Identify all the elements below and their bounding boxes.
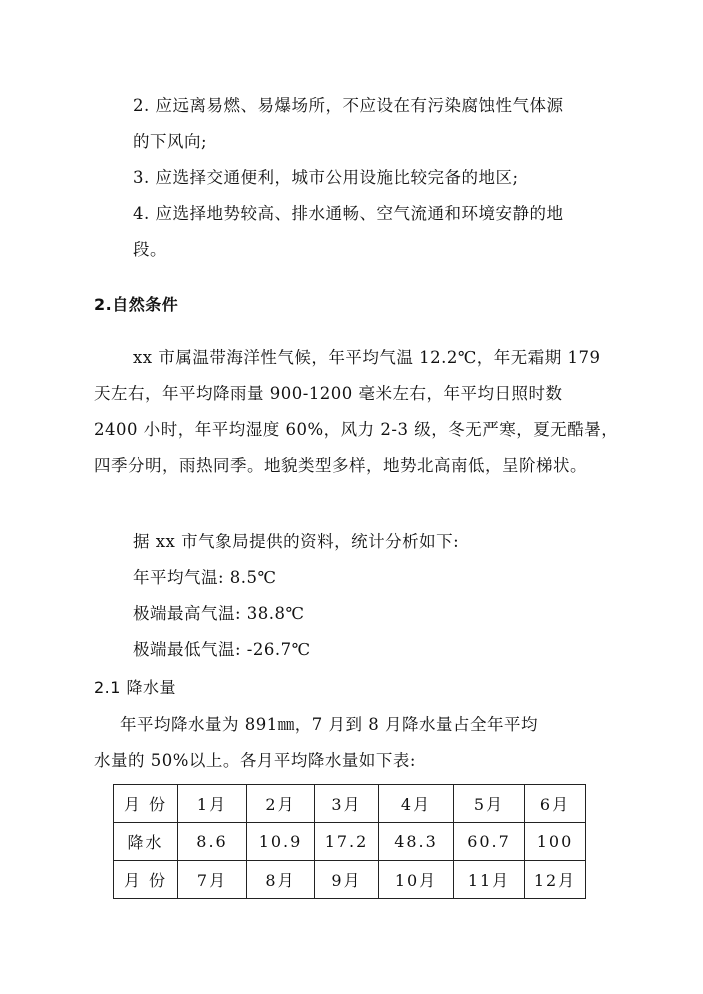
table-cell: 11月 [454, 861, 525, 899]
list-item-3: 3. 应选择交通便利，城市公用设施比较完备的地区; [133, 168, 519, 187]
table-cell: 3月 [315, 785, 379, 823]
subsection-title: 2.1 降水量 [94, 678, 177, 697]
table-cell: 10.9 [247, 823, 315, 861]
table-cell: 9月 [315, 861, 379, 899]
paragraph-line: 四季分明，雨热同季。地貌类型多样，地势北高南低，呈阶梯状。 [94, 456, 587, 475]
stat-min-temperature: 极端最低气温: -26.7℃ [133, 640, 311, 659]
table-cell: 8月 [247, 861, 315, 899]
table-cell: 1月 [178, 785, 247, 823]
table-cell: 17.2 [315, 823, 379, 861]
paragraph-line: 天左右，年平均降雨量 900-1200 毫米左右，年平均日照时数 [94, 384, 563, 403]
paragraph-line: 水量的 50%以上。各月平均降水量如下表: [94, 751, 416, 770]
table-cell: 降水 [114, 823, 178, 861]
table-cell: 12月 [525, 861, 586, 899]
table-cell: 100 [525, 823, 586, 861]
stat-average-temperature: 年平均气温: 8.5℃ [133, 568, 277, 587]
table-cell: 48.3 [379, 823, 454, 861]
table-cell: 2月 [247, 785, 315, 823]
paragraph-line: xx 市属温带海洋性气候，年平均气温 12.2℃，年无霜期 179 [133, 348, 601, 367]
table-cell: 月 份 [114, 861, 178, 899]
table-cell: 8.6 [178, 823, 247, 861]
list-item-4: 4. 应选择地势较高、排水通畅、空气流通和环境安静的地 [133, 204, 564, 223]
table-cell: 6月 [525, 785, 586, 823]
list-item-4-continued: 段。 [133, 240, 167, 259]
rainfall-table [113, 784, 586, 899]
paragraph-line: 年平均降水量为 891㎜，7 月到 8 月降水量占全年平均 [120, 715, 538, 734]
paragraph-line: 2400 小时，年平均湿度 60%，风力 2-3 级，冬无严寒，夏无酷暑， [94, 420, 619, 439]
stat-max-temperature: 极端最高气温: 38.8℃ [133, 604, 305, 623]
table-cell: 7月 [178, 861, 247, 899]
table-cell: 10月 [379, 861, 454, 899]
stats-intro: 据 xx 市气象局提供的资料，统计分析如下: [133, 532, 460, 551]
table-row [114, 861, 586, 899]
table-cell: 5月 [454, 785, 525, 823]
table-cell: 60.7 [454, 823, 525, 861]
table-row [114, 785, 586, 823]
table-cell: 月 份 [114, 785, 178, 823]
list-item-2: 2. 应远离易燃、易爆场所，不应设在有污染腐蚀性气体源 [133, 96, 564, 115]
table-row [114, 823, 586, 861]
list-item-2-continued: 的下风向; [133, 132, 208, 151]
table-cell: 4月 [379, 785, 454, 823]
section-title: 2.自然条件 [94, 295, 179, 314]
